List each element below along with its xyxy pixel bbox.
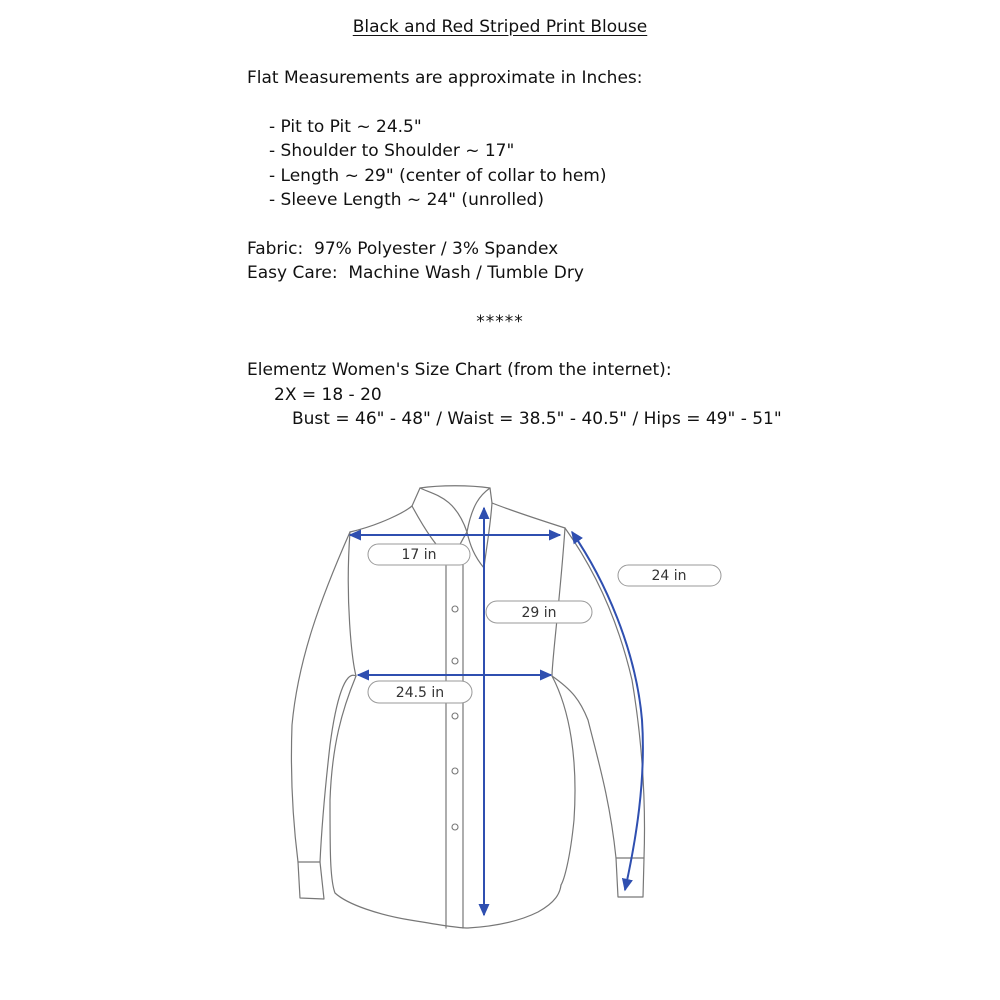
sleeve-label: 24 in [651,568,687,584]
button-icon [452,824,458,830]
shirt-collar-back [412,486,492,506]
button-icon [452,713,458,719]
size-chart-heading: Elementz Women's Size Chart (from the internet): [247,360,672,380]
shirt-collar-inner [420,488,490,532]
fabric-info: Fabric: 97% Polyester / 3% Spandex [247,238,559,259]
shirt-placket [446,565,463,928]
length-label: 29 in [521,605,557,621]
button-icon [452,658,458,664]
measurement-arrows [350,508,643,915]
shoulder-label: 17 in [401,547,437,563]
button-icon [452,606,458,612]
separator: ***** [476,311,524,332]
measurement-labels [368,544,721,703]
shirt-left-sleeve [291,532,356,899]
measurement-shoulder: - Shoulder to Shoulder ~ 17" [269,141,515,161]
shirt-left-shoulder [350,506,412,532]
shirt-right-shoulder [492,503,565,528]
care-info: Easy Care: Machine Wash / Tumble Dry [247,263,584,283]
size-chart-details: Bust = 46" - 48" / Waist = 38.5" - 40.5" / Hips = 49" - 51" [292,409,782,429]
measurement-length: - Length ~ 29" (center of collar to hem) [269,165,607,186]
shirt-buttons [452,606,458,830]
shirt-right-side [552,528,575,885]
measurements-intro: Flat Measurements are approximate in Inches: [247,68,643,88]
pit-label: 24.5 in [395,685,445,701]
button-icon [452,768,458,774]
size-chart-size: 2X = 18 - 20 [274,384,382,405]
measurement-pit-to-pit: - Pit to Pit ~ 24.5" [269,116,422,137]
measurement-sleeve: - Sleeve Length ~ 24" (unrolled) [269,190,544,210]
page-title: Black and Red Striped Print Blouse [352,17,648,37]
